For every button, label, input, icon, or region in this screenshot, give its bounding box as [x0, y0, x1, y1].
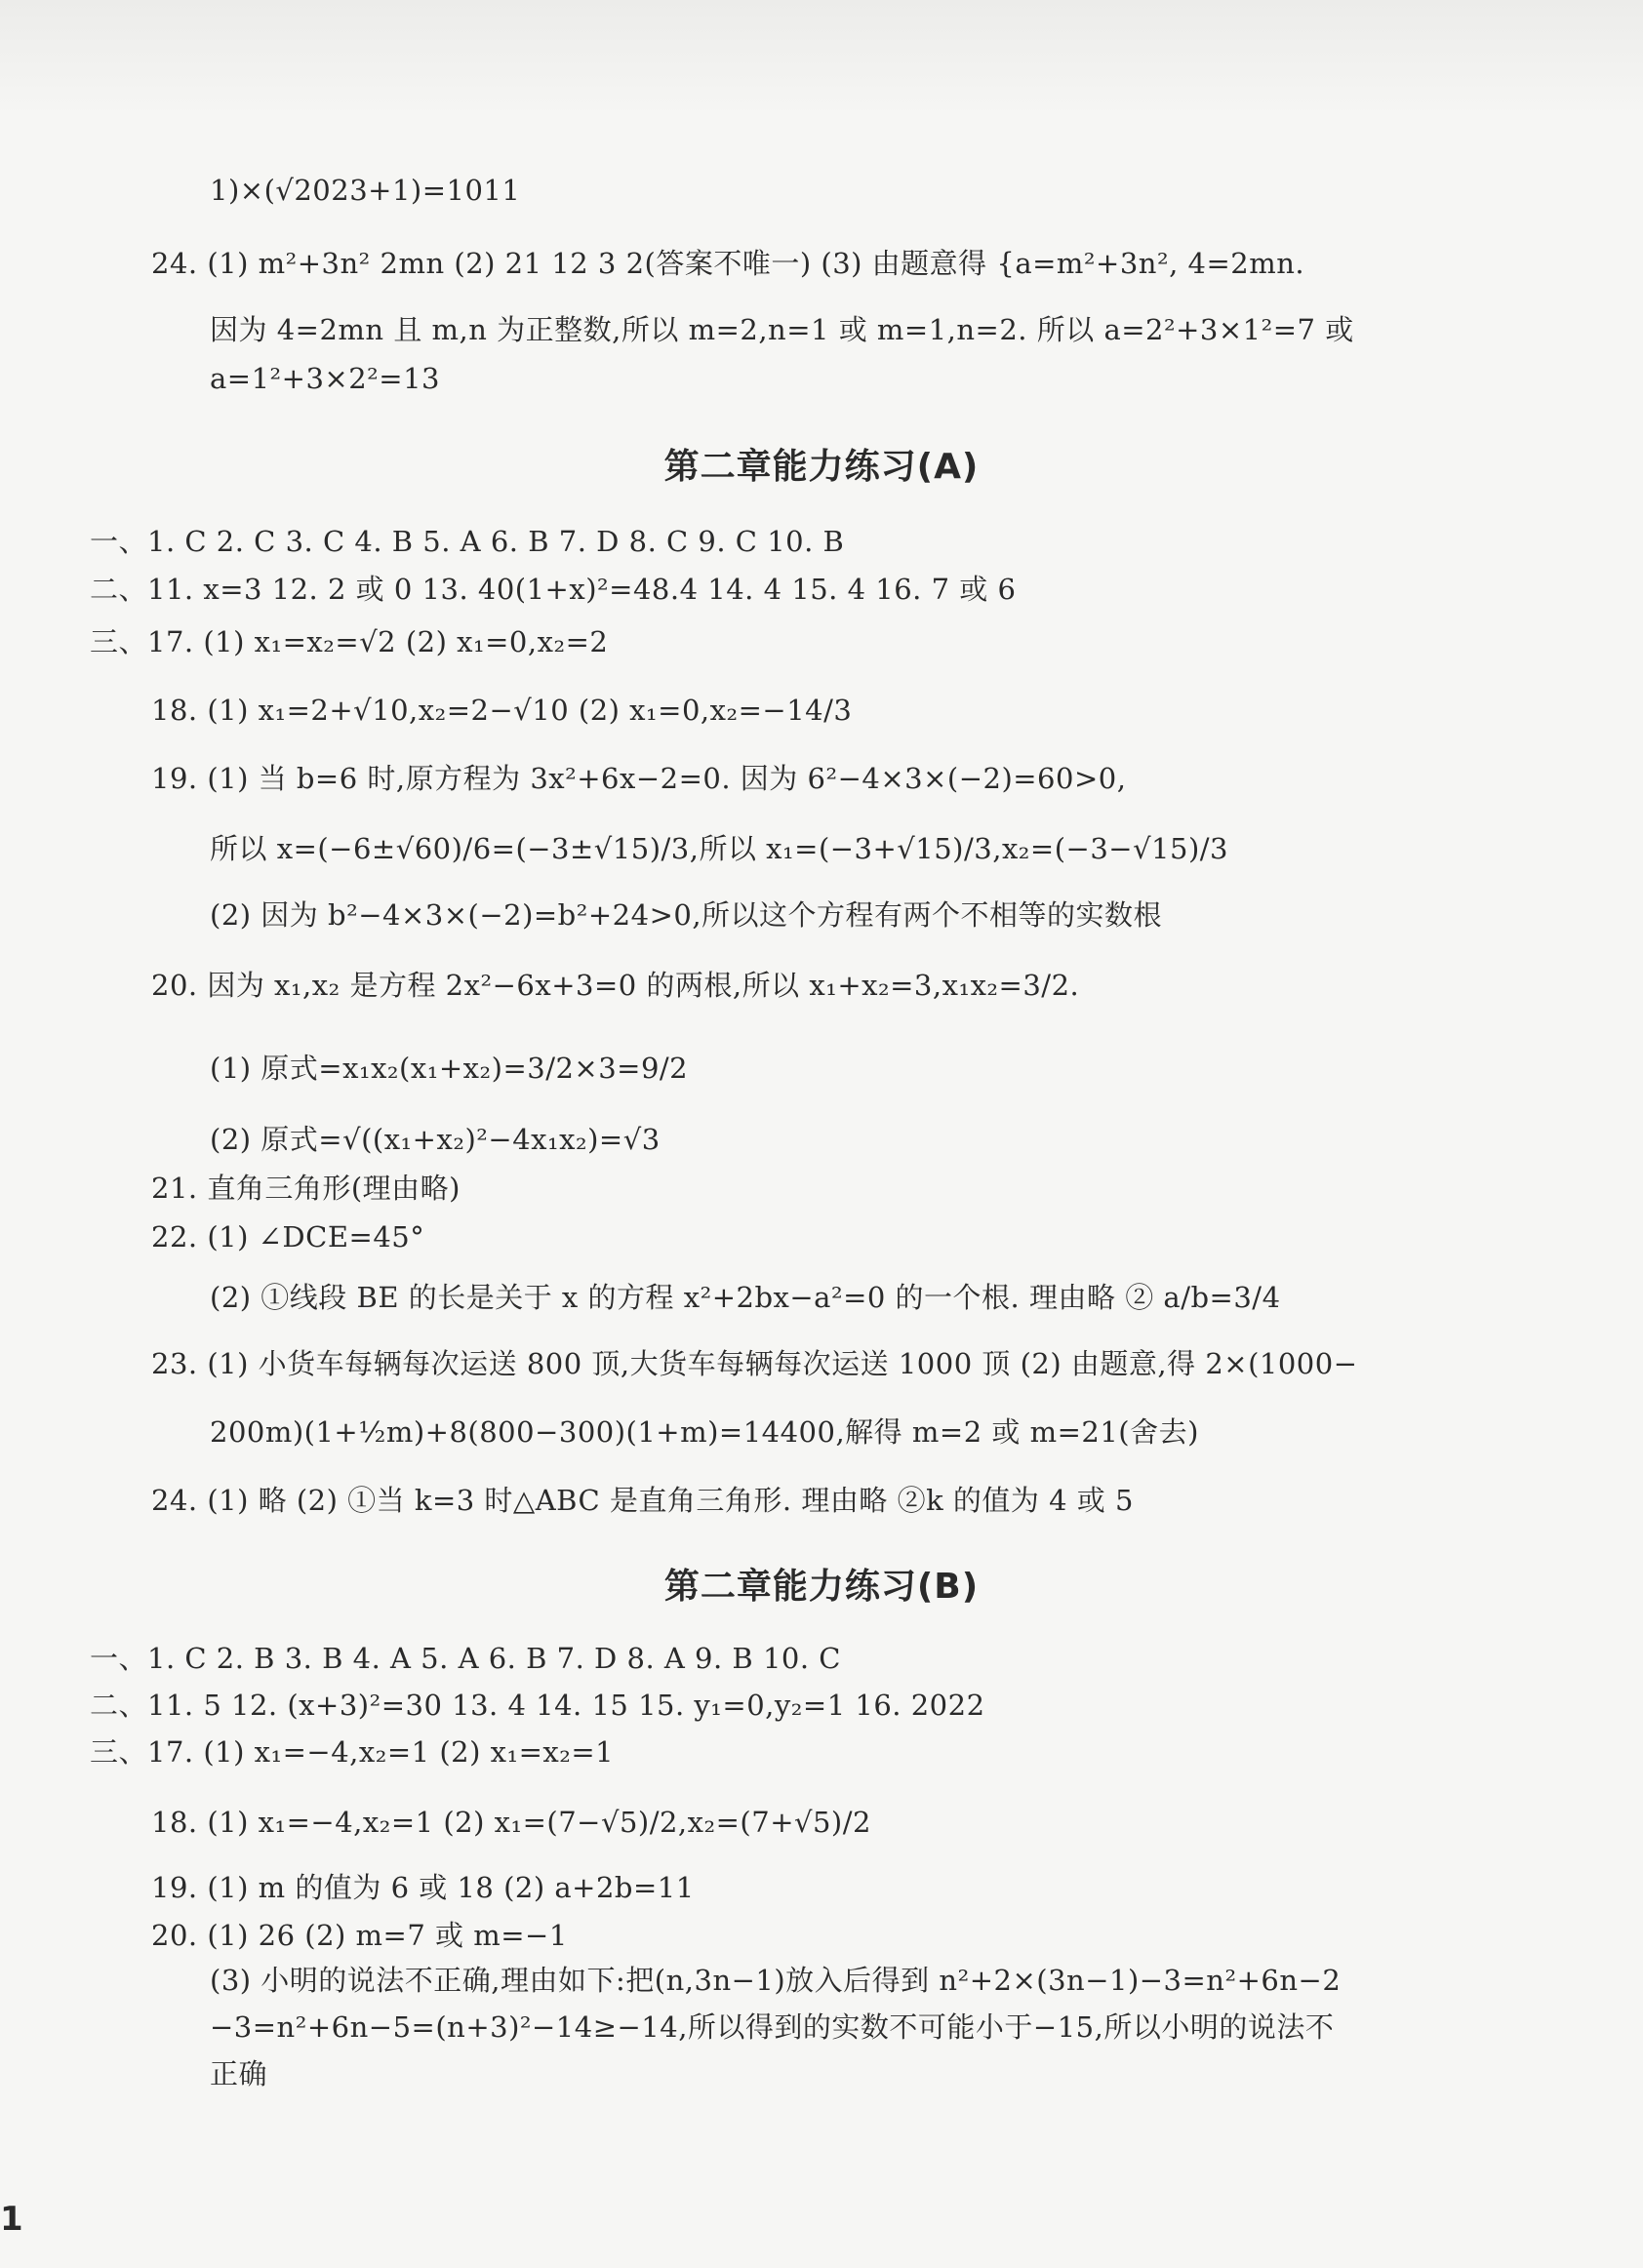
section-a-line: 22. (1) ∠DCE=45°	[151, 1220, 425, 1253]
section-b-line: 三、17. (1) x₁=−4,x₂=1 (2) x₁=x₂=1	[90, 1735, 615, 1769]
prev-q24-line2: 因为 4=2mn 且 m,n 为正整数,所以 m=2,n=1 或 m=1,n=2. 所以 a=2²+3×1²=7 或	[210, 313, 1354, 346]
section-b-line: (3) 小明的说法不正确,理由如下:把(n,3n−1)放入后得到 n²+2×(3n−1)−3=n²+6n−2	[210, 1964, 1342, 1997]
section-a-line: 24. (1) 略 (2) ①当 k=3 时△ABC 是直角三角形. 理由略 ②k 的值为 4 或 5	[151, 1484, 1134, 1517]
page-number: 1	[0, 2200, 23, 2239]
section-a-line: 20. 因为 x₁,x₂ 是方程 2x²−6x+3=0 的两根,所以 x₁+x₂=3,x₁x₂=3/2.	[151, 969, 1080, 1002]
section-b-line: 18. (1) x₁=−4,x₂=1 (2) x₁=(7−√5)/2,x₂=(7+√5)/2	[151, 1806, 871, 1839]
section-a-line: 19. (1) 当 b=6 时,原方程为 3x²+6x−2=0. 因为 6²−4×3×(−2)=60>0,	[151, 762, 1127, 795]
section-a-line: (2) ①线段 BE 的长是关于 x 的方程 x²+2bx−a²=0 的一个根. 理由略 ② a/b=3/4	[210, 1281, 1281, 1314]
section-a-line: 一、1. C 2. C 3. C 4. B 5. A 6. B 7. D 8. C 9. C 10. B	[90, 525, 845, 558]
section-a-line: (2) 原式=√((x₁+x₂)²−4x₁x₂)=√3	[210, 1123, 661, 1156]
prev-q24-line1: 24. (1) m²+3n² 2mn (2) 21 12 3 2(答案不唯一) (3) 由题意得 {a=m²+3n², 4=2mn.	[151, 247, 1305, 280]
section-b-title: 第二章能力练习(B)	[663, 1567, 980, 1607]
section-b-line: −3=n²+6n−5=(n+3)²−14≥−14,所以得到的实数不可能小于−15,所以小明的说法不	[210, 2010, 1335, 2044]
section-b-line: 19. (1) m 的值为 6 或 18 (2) a+2b=11	[151, 1871, 695, 1904]
section-a-line: 21. 直角三角形(理由略)	[151, 1172, 461, 1205]
section-a-line: 23. (1) 小货车每辆每次运送 800 顶,大货车每辆每次运送 1000 顶 (2) 由题意,得 2×(1000−	[151, 1347, 1358, 1380]
section-b-line: 一、1. C 2. B 3. B 4. A 5. A 6. B 7. D 8. A 9. B 10. C	[90, 1642, 841, 1675]
scan-shadow	[0, 0, 1643, 117]
prev-q24-line3: a=1²+3×2²=13	[210, 362, 440, 395]
section-a-line: 三、17. (1) x₁=x₂=√2 (2) x₁=0,x₂=2	[90, 625, 609, 658]
section-a-line: (1) 原式=x₁x₂(x₁+x₂)=3/2×3=9/2	[210, 1052, 689, 1085]
section-b-line: 20. (1) 26 (2) m=7 或 m=−1	[151, 1919, 568, 1952]
section-a-line: 二、11. x=3 12. 2 或 0 13. 40(1+x)²=48.4 14. 4 15. 4 16. 7 或 6	[90, 573, 1017, 606]
section-a-line: 200m)(1+½m)+8(800−300)(1+m)=14400,解得 m=2 或 m=21(舍去)	[210, 1415, 1199, 1449]
section-a-title: 第二章能力练习(A)	[663, 447, 980, 487]
section-b-line: 二、11. 5 12. (x+3)²=30 13. 4 14. 15 15. y₁=0,y₂=1 16. 2022	[90, 1689, 985, 1722]
section-a-line: 所以 x=(−6±√60)/6=(−3±√15)/3,所以 x₁=(−3+√15)/3,x₂=(−3−√15)/3	[210, 832, 1228, 865]
section-a-line: 18. (1) x₁=2+√10,x₂=2−√10 (2) x₁=0,x₂=−14/3	[151, 694, 853, 727]
section-b-line: 正确	[210, 2057, 268, 2090]
section-a-line: (2) 因为 b²−4×3×(−2)=b²+24>0,所以这个方程有两个不相等的实数根	[210, 898, 1163, 932]
top-continuation-line: 1)×(√2023+1)=1011	[210, 174, 521, 207]
